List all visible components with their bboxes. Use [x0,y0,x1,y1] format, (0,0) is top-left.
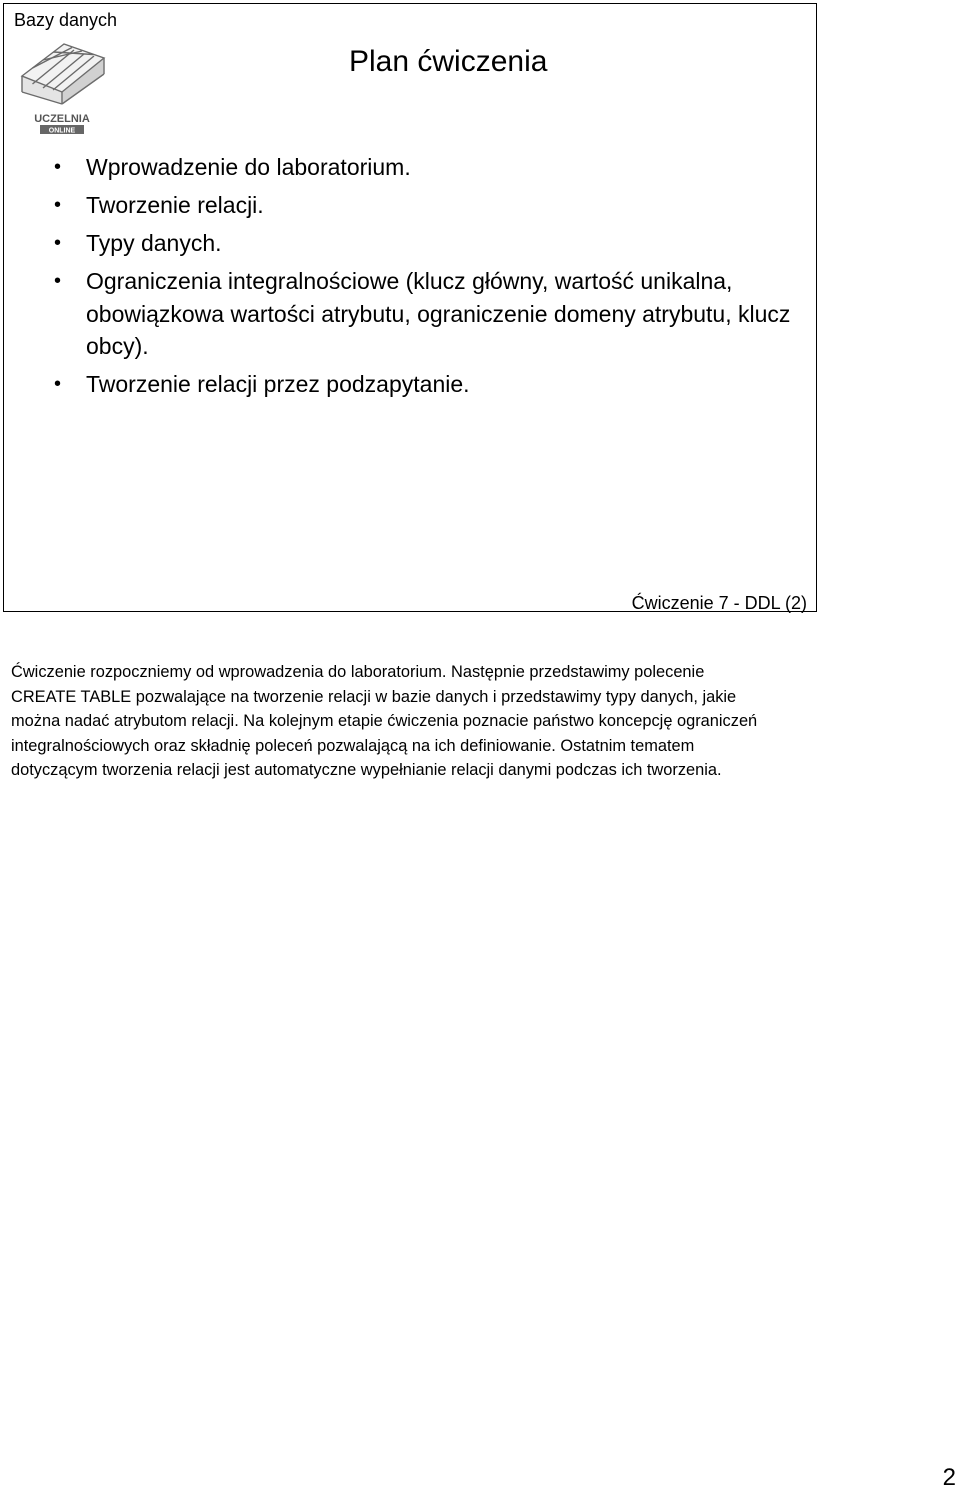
course-title: Bazy danych [14,10,118,30]
bullet-icon: • [54,232,62,254]
page-number: 2 [942,1464,956,1491]
bullet-item: • Tworzenie relacji przez podzapytanie. [54,368,794,401]
lecture-notes: Ćwiczenie rozpoczniemy od wprowadzenia do laboratorium. Następnie przedstawimy polecenie CREATE TABLE pozwalające na tworzenie relacji w bazie danych i przedstawimy typy danych, jakie można nadać atrybutom relacji. Na kolejnym etapie ćwiczenia poznacie państwo koncepcję ograniczeń integralnościowych oraz składnię poleceń pozwalającą na ich definiowanie. Ostatnim tematem dotyczącym tworzenia relacji jest automatyczne wypełnianie relacji danymi podczas ich tworzenia. [11,663,758,779]
bullet-icon: • [54,270,62,292]
bullet-item: • Ograniczenia integralnościowe (klucz główny, wartość unikalna, obowiązkowa wartości atrybutu, ograniczenie domeny atrybutu, klucz obcy). [54,265,794,363]
bullet-icon: • [54,156,62,178]
logo-text-bottom: ONLINE [48,127,76,135]
logo-text-top: UCZELNIA [34,113,90,125]
bullet-item: • Wprowadzenie do laboratorium. [54,151,794,184]
slide-footer: Ćwiczenie 7 - DDL (2) [631,593,807,613]
bullet-icon: • [54,373,62,395]
slide [3,3,817,612]
slide-title: Plan ćwiczenia [349,45,548,78]
bullet-icon: • [54,194,62,216]
uczelnia-online-logo [18,36,106,136]
bullet-item: • Tworzenie relacji. [54,189,794,222]
bullet-list [54,151,794,406]
bullet-item: • Typy danych. [54,227,794,260]
